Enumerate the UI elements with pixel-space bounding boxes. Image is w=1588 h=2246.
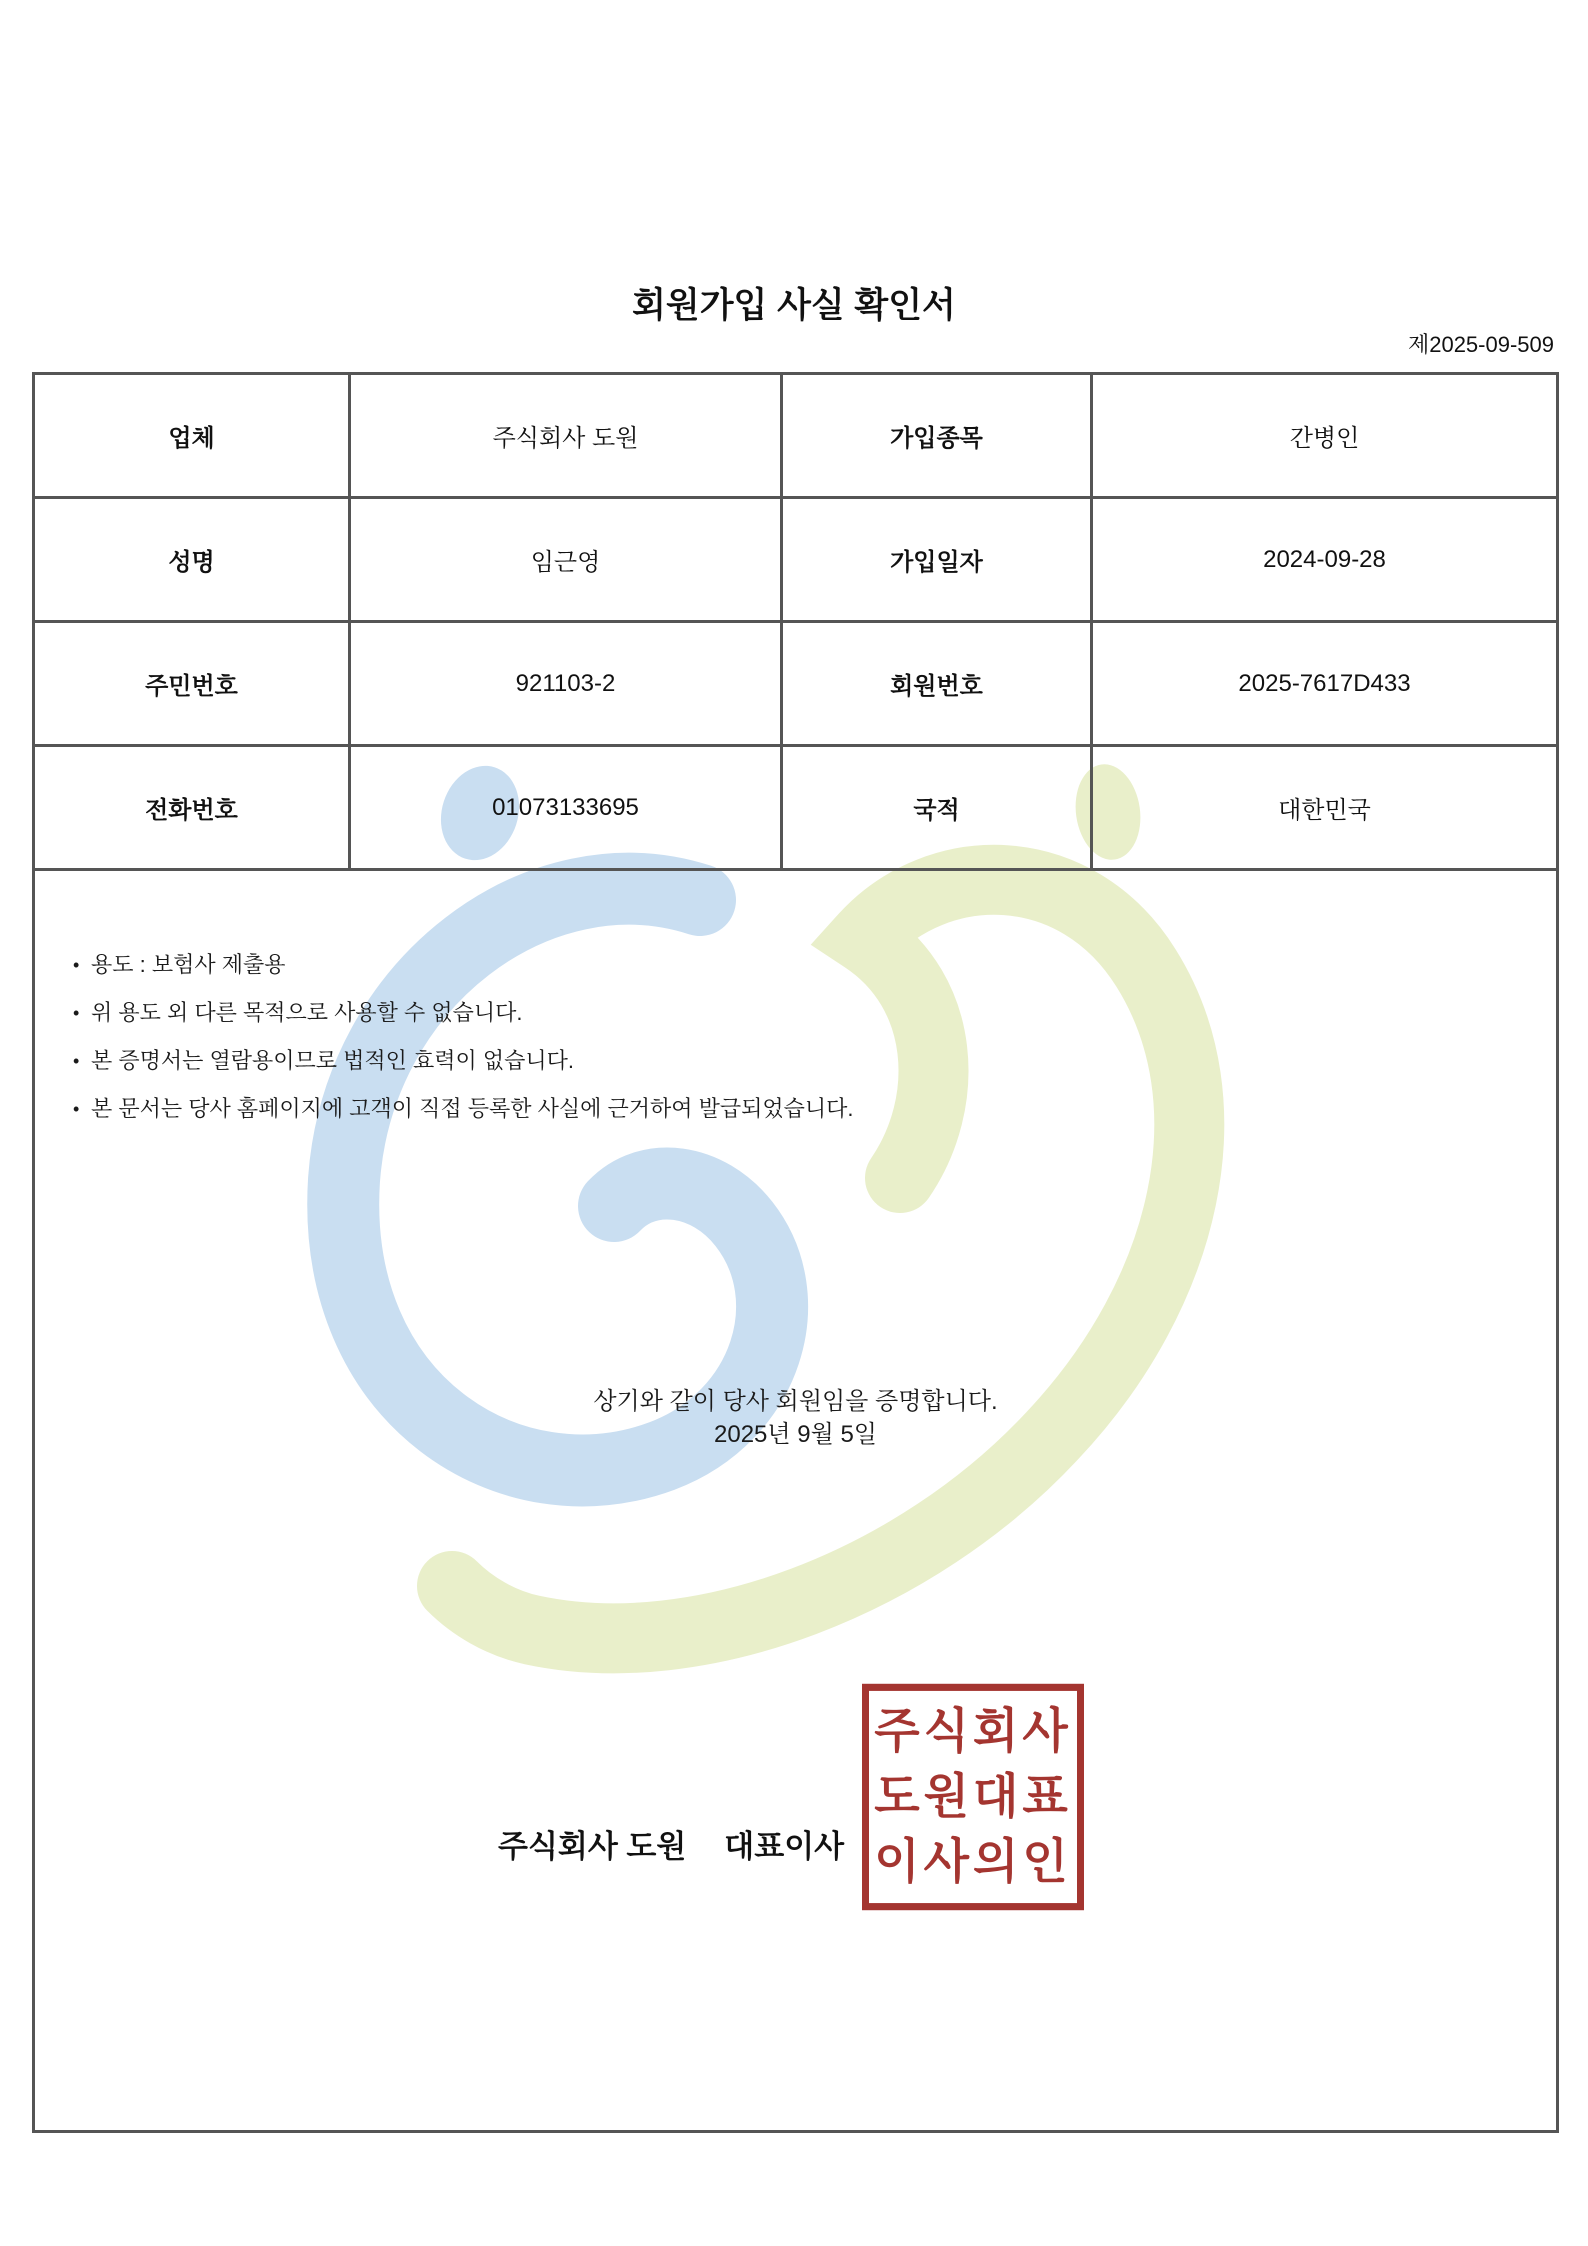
label-membership-type: 가입종목 [782, 374, 1092, 498]
notes-box [34, 870, 1558, 2132]
table-row [34, 498, 1558, 622]
seal-text-line: 도원대표 [874, 1768, 1072, 1823]
label-resident-number: 주민번호 [34, 622, 350, 746]
usage-notes [91, 941, 1516, 1133]
document-number: 제2025-09-509 [1407, 332, 1554, 357]
label-name: 성명 [34, 498, 350, 622]
value-phone: 01073133695 [350, 746, 782, 870]
value-name: 임근영 [350, 498, 782, 622]
signature-line [498, 1821, 844, 1866]
value-resident-number: 921103-2 [350, 622, 782, 746]
label-nationality: 국적 [782, 746, 1092, 870]
note-item: • 위 용도 외 다른 목적으로 사용할 수 없습니다. [91, 989, 1516, 1037]
note-item: • 본 문서는 당사 홈페이지에 고객이 직접 등록한 사실에 근거하여 발급되었습니다. [91, 1085, 1516, 1133]
label-company: 업체 [34, 374, 350, 498]
label-join-date: 가입일자 [782, 498, 1092, 622]
statement-line: 상기와 같이 당사 회원임을 증명합니다. [593, 1388, 998, 1415]
member-info-table [32, 372, 1559, 2133]
table-row [34, 374, 1558, 498]
corporate-seal-stamp [862, 1684, 1084, 1910]
issue-date: 2025년 9월 5일 [714, 1421, 877, 1448]
label-phone: 전화번호 [34, 746, 350, 870]
value-join-date: 2024-09-28 [1092, 498, 1558, 622]
note-item: • 용도 : 보험사 제출용 [91, 941, 1516, 989]
seal-text-line: 이사의인 [874, 1833, 1072, 1888]
table-row [34, 746, 1558, 870]
value-membership-type: 간병인 [1092, 374, 1558, 498]
table-row [34, 622, 1558, 746]
notes-box-row [34, 870, 1558, 2132]
page-title: 회원가입 사실 확인서 [632, 286, 956, 325]
signature-company: 주식회사 도원 [498, 1829, 687, 1864]
certification-statement [35, 1385, 1556, 1451]
value-nationality: 대한민국 [1092, 746, 1558, 870]
note-item: • 본 증명서는 열람용이므로 법적인 효력이 없습니다. [91, 1037, 1516, 1085]
seal-text-line: 주식회사 [874, 1703, 1072, 1758]
signature-title: 대표이사 [724, 1829, 845, 1864]
value-member-number: 2025-7617D433 [1092, 622, 1558, 746]
value-company: 주식회사 도원 [350, 374, 782, 498]
label-member-number: 회원번호 [782, 622, 1092, 746]
